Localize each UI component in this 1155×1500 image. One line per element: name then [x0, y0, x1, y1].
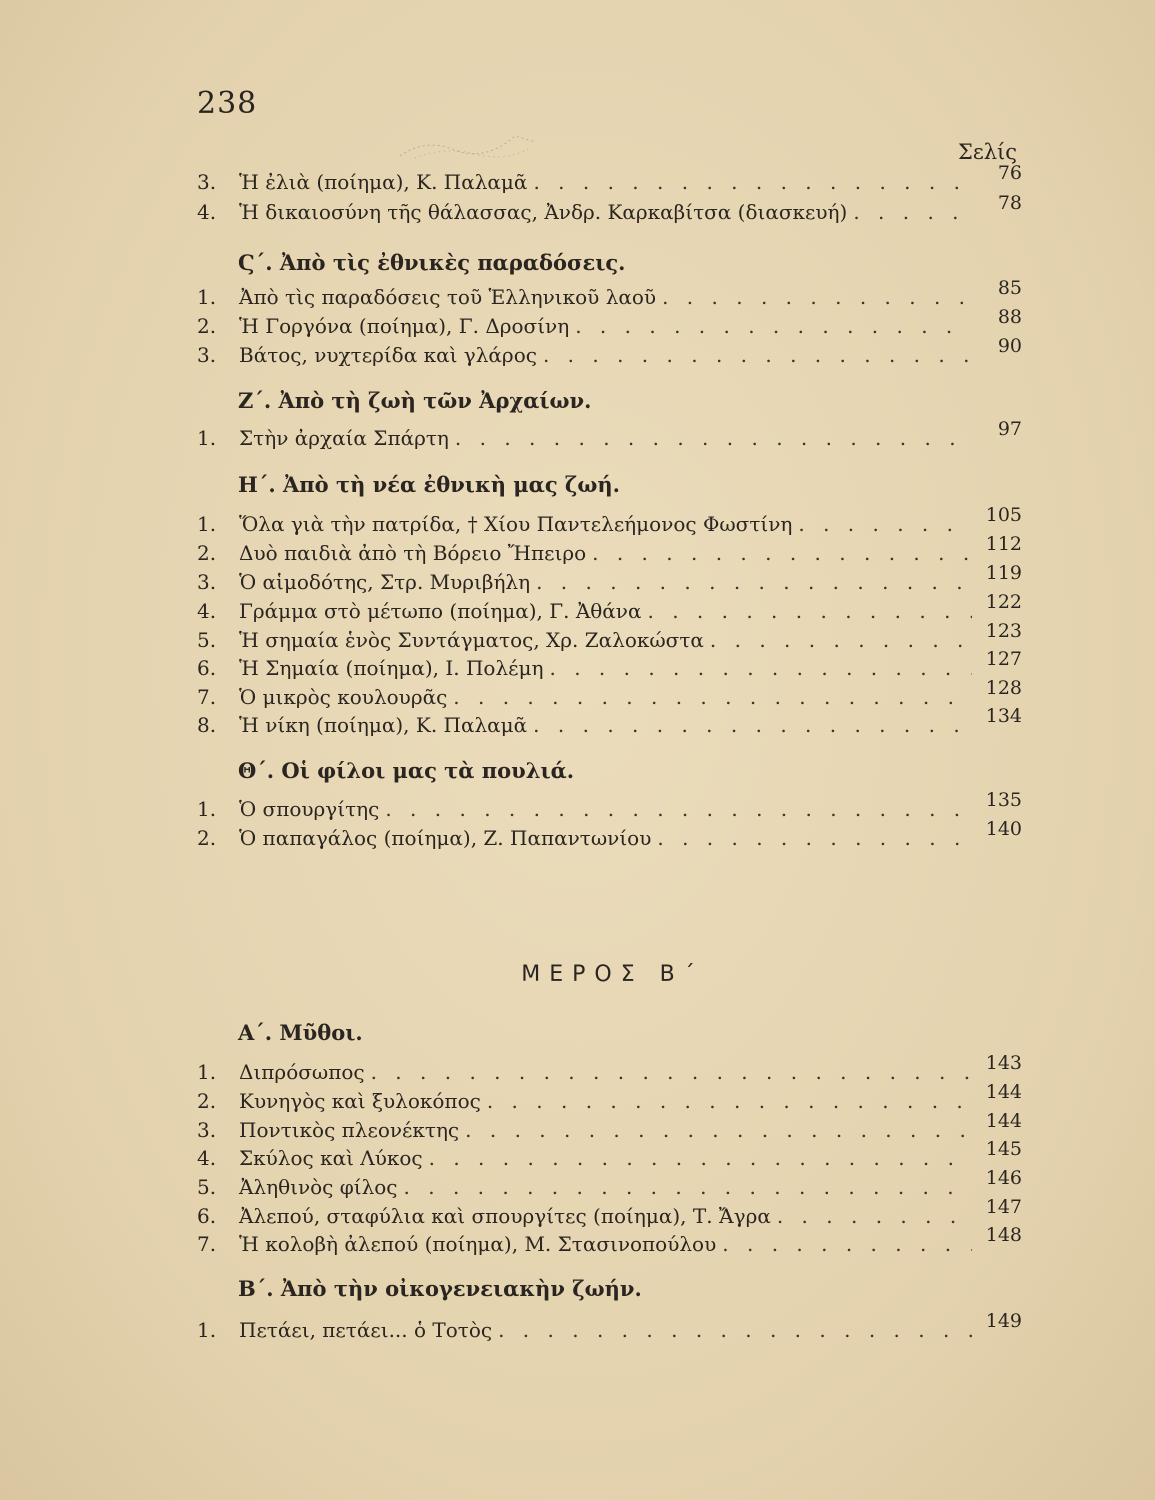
- section-heading: Η΄. Ἀπὸ τὴ νέα ἐθνικὴ μας ζωή.: [238, 472, 620, 497]
- entry-page: 145: [985, 1138, 1022, 1160]
- entry-page: 97: [997, 418, 1022, 440]
- leader-dots: [543, 343, 972, 367]
- toc-entry: [197, 1138, 1022, 1176]
- entry-page: 128: [985, 677, 1022, 699]
- toc-entry: [197, 1196, 1022, 1234]
- entry-page: 149: [985, 1310, 1022, 1332]
- entry-page: 90: [997, 335, 1022, 357]
- entry-page: 119: [985, 562, 1022, 584]
- toc-entry: [197, 1224, 1022, 1262]
- entry-page: 76: [997, 162, 1022, 184]
- entry-title: Ὁ αἱμοδότης, Στρ. Μυριβήλη: [239, 570, 531, 594]
- entry-page: 146: [985, 1167, 1022, 1189]
- entry-page: 88: [997, 306, 1022, 328]
- entry-number: 1.: [197, 426, 217, 450]
- entry-title: Ἡ δικαιοσύνη τῆς θάλασσας, Ἀνδρ. Καρκαβίτσα (διασκευή): [239, 200, 848, 224]
- entry-title: Κυνηγὸς καὶ ξυλοκόπος: [239, 1089, 481, 1113]
- entry-number: 2.: [197, 1089, 217, 1113]
- leader-dots: [487, 1089, 972, 1113]
- entry-number: 2.: [197, 826, 217, 850]
- leader-dots: [647, 599, 972, 623]
- leader-dots: [371, 1060, 972, 1084]
- entry-page: 78: [997, 192, 1022, 214]
- entry-title: Ἀπὸ τὶς παραδόσεις τοῦ Ἑλληνικοῦ λαοῦ: [239, 285, 657, 309]
- toc-entry: [197, 1052, 1022, 1090]
- toc-entry: [197, 705, 1022, 743]
- leader-dots: [453, 685, 972, 709]
- entry-title: Ἡ Γοργόνα (ποίημα), Γ. Δροσίνη: [239, 314, 570, 338]
- leader-dots: [592, 541, 972, 565]
- entry-title: Ἀλεπού, σταφύλια καὶ σπουργίτες (ποίημα), Τ. Ἄγρα: [239, 1204, 771, 1228]
- entry-title: Στὴν ἀρχαία Σπάρτη: [239, 426, 449, 450]
- entry-page: 112: [985, 533, 1022, 555]
- entry-page: 144: [985, 1081, 1022, 1103]
- entry-page: 135: [985, 789, 1022, 811]
- toc-entry: [197, 533, 1022, 571]
- toc-entry: [197, 620, 1022, 658]
- entry-number: 4.: [197, 200, 217, 224]
- entry-number: 3.: [197, 343, 217, 367]
- entry-number: 5.: [197, 1175, 217, 1199]
- part-title: ΜΕΡΟΣ Β΄: [521, 962, 704, 987]
- entry-number: 2.: [197, 314, 217, 338]
- leader-dots: [455, 426, 972, 450]
- entry-page: 85: [997, 277, 1022, 299]
- entry-title: Βάτος, νυχτερίδα καὶ γλάρος: [239, 343, 537, 367]
- toc-entry: [197, 648, 1022, 686]
- toc-entry: [197, 306, 1022, 344]
- entry-number: 1.: [197, 1060, 217, 1084]
- toc-entry: [197, 1310, 1022, 1348]
- toc-entry: [197, 677, 1022, 715]
- entry-number: 7.: [197, 685, 217, 709]
- leader-dots: [722, 1232, 972, 1256]
- toc-entry: [197, 418, 1022, 456]
- leader-dots: [385, 797, 972, 821]
- leader-dots: [657, 826, 972, 850]
- entry-title: Ἡ κολοβὴ ἀλεπού (ποίημα), Μ. Στασινοπούλου: [239, 1232, 717, 1256]
- entry-page: 127: [985, 648, 1022, 670]
- entry-number: 6.: [197, 656, 217, 680]
- entry-title: Ἡ νίκη (ποίημα), Κ. Παλαμᾶ: [239, 713, 528, 737]
- section-heading: Α΄. Μῦθοι.: [238, 1020, 363, 1045]
- entry-title: Πετάει, πετάει... ὁ Τοτὸς: [239, 1318, 493, 1342]
- entry-title: Ἀληθινὸς φίλος: [239, 1175, 398, 1199]
- entry-title: Γράμμα στὸ μέτωπο (ποίημα), Γ. Ἀθάνα: [239, 599, 642, 623]
- entry-page: 122: [985, 591, 1022, 613]
- entry-page: 140: [985, 818, 1022, 840]
- entry-number: 1.: [197, 797, 217, 821]
- entry-number: 1.: [197, 512, 217, 536]
- entry-number: 1.: [197, 1318, 217, 1342]
- leader-dots: [853, 200, 972, 224]
- leader-dots: [533, 170, 972, 194]
- entry-number: 5.: [197, 628, 217, 652]
- ink-smudge-icon: [395, 128, 545, 162]
- toc-entry: [197, 1167, 1022, 1205]
- entry-page: 144: [985, 1110, 1022, 1132]
- leader-dots: [710, 628, 972, 652]
- entry-number: 2.: [197, 541, 217, 565]
- entry-title: Ἡ Σημαία (ποίημα), Ι. Πολέμη: [239, 656, 544, 680]
- entry-number: 6.: [197, 1204, 217, 1228]
- toc-entry: [197, 335, 1022, 373]
- toc-entry: [197, 277, 1022, 315]
- toc-entry: [197, 789, 1022, 827]
- entry-number: 4.: [197, 1146, 217, 1170]
- page-number: 238: [197, 86, 258, 121]
- entry-title: Ὁ σπουργίτης: [239, 797, 380, 821]
- leader-dots: [533, 713, 972, 737]
- leader-dots: [798, 512, 972, 536]
- toc-entry: [197, 1110, 1022, 1148]
- column-header-page: Σελίς: [958, 140, 1018, 164]
- entry-title: Ὅλα γιὰ τὴν πατρίδα, † Χίου Παντελεήμονος Φωστίνη: [239, 512, 793, 536]
- toc-entry: [197, 818, 1022, 856]
- entry-number: 3.: [197, 170, 217, 194]
- entry-page: 147: [985, 1196, 1022, 1218]
- section-heading: Ζ΄. Ἀπὸ τὴ ζωὴ τῶν Ἀρχαίων.: [238, 388, 592, 413]
- toc-entry: [197, 591, 1022, 629]
- toc-entry: [197, 192, 1022, 230]
- section-heading: Β΄. Ἀπὸ τὴν οἰκογενειακὴν ζωήν.: [238, 1276, 642, 1301]
- entry-number: 4.: [197, 599, 217, 623]
- entry-number: 8.: [197, 713, 217, 737]
- entry-title: Ὁ μικρὸς κουλουρᾶς: [239, 685, 448, 709]
- entry-page: 134: [985, 705, 1022, 727]
- entry-title: Ἡ σημαία ἑνὸς Συντάγματος, Χρ. Ζαλοκώστα: [239, 628, 704, 652]
- entry-number: 3.: [197, 1118, 217, 1142]
- entry-title: Ἡ ἐλιὰ (ποίημα), Κ. Παλαμᾶ: [239, 170, 528, 194]
- entry-number: 1.: [197, 285, 217, 309]
- entry-title: Ποντικὸς πλεονέκτης: [239, 1118, 460, 1142]
- entry-title: Διπρόσωπος: [239, 1060, 365, 1084]
- leader-dots: [465, 1118, 972, 1142]
- toc-entry: [197, 562, 1022, 600]
- entry-page: 143: [985, 1052, 1022, 1074]
- toc-entry: [197, 504, 1022, 542]
- entry-page: 148: [985, 1224, 1022, 1246]
- entry-page: 123: [985, 620, 1022, 642]
- entry-title: Ὁ παπαγάλος (ποίημα), Ζ. Παπαντωνίου: [239, 826, 652, 850]
- leader-dots: [536, 570, 972, 594]
- entry-number: 7.: [197, 1232, 217, 1256]
- leader-dots: [549, 656, 972, 680]
- leader-dots: [498, 1318, 972, 1342]
- entry-title: Δυὸ παιδιὰ ἀπὸ τὴ Βόρειο Ἤπειρο: [239, 541, 587, 565]
- leader-dots: [404, 1175, 972, 1199]
- leader-dots: [777, 1204, 972, 1228]
- leader-dots: [662, 285, 972, 309]
- section-heading: Ϛ΄. Ἀπὸ τὶς ἐθνικὲς παραδόσεις.: [238, 250, 626, 275]
- leader-dots: [575, 314, 972, 338]
- entry-page: 105: [985, 504, 1022, 526]
- toc-entry: [197, 162, 1022, 200]
- toc-entry: [197, 1081, 1022, 1119]
- entry-title: Σκύλος καὶ Λύκος: [239, 1146, 423, 1170]
- entry-number: 3.: [197, 570, 217, 594]
- leader-dots: [429, 1146, 972, 1170]
- section-heading: Θ΄. Οἱ φίλοι μας τὰ πουλιά.: [238, 758, 575, 783]
